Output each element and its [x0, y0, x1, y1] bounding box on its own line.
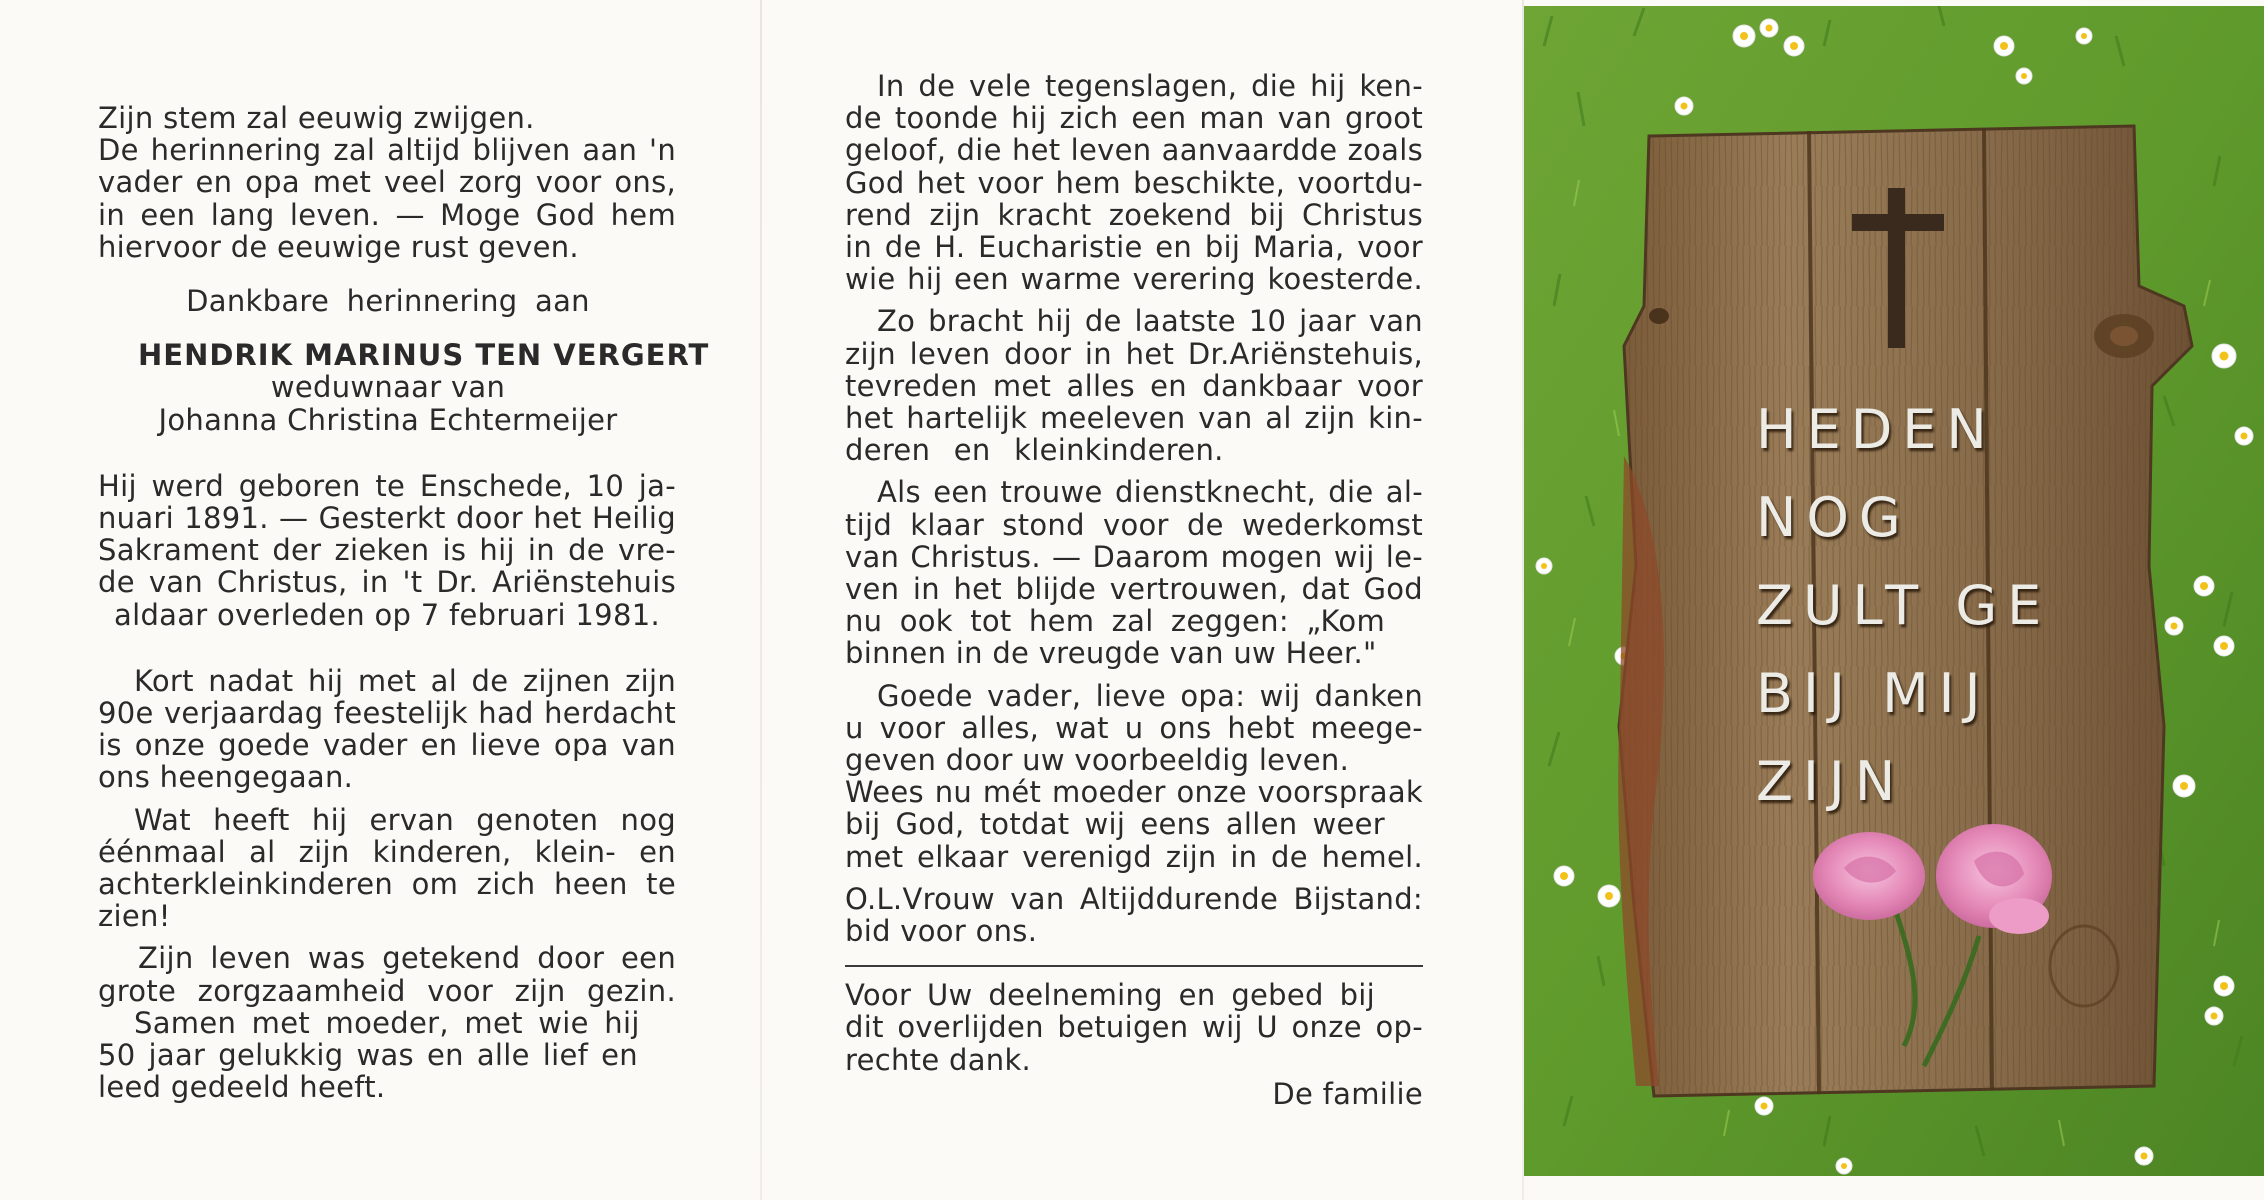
text-line: hiervoor de eeuwige rust geven. — [98, 229, 579, 264]
text-line: éénmaal al zijn kinderen, klein- en — [98, 834, 676, 869]
text-line: bij God, totdat wij eens allen weer — [845, 807, 1385, 842]
inscription-line: BIJ MIJ — [1756, 662, 1991, 725]
text-line: Als een trouwe dienstknecht, die al- — [877, 475, 1423, 510]
text-line: aldaar overleden op 7 februari 1981. — [114, 597, 660, 632]
text-line: tevreden met alles en dankbaar voor — [845, 368, 1423, 403]
inscription-line: ZULT GE — [1756, 574, 2052, 637]
text-line: rechte dank. — [845, 1042, 1032, 1077]
paragraph-family — [98, 804, 676, 933]
text-line: met elkaar verenigd zijn in de hemel. — [845, 839, 1423, 874]
text-line: dit overlijden betuigen wij U onze op- — [845, 1010, 1423, 1045]
intro-paragraph — [98, 102, 676, 263]
text-line: leed gedeeld heeft. — [98, 1070, 386, 1105]
text-line: is onze goede vader en lieve opa van — [98, 728, 676, 763]
text-line: van Christus. — Daarom mogen wij le- — [845, 539, 1423, 574]
text-line: Zijn stem zal eeuwig zwijgen. — [98, 101, 535, 135]
inscription-line: HEDEN — [1756, 398, 1997, 461]
text-line: rend zijn kracht zoekend bij Christus — [845, 197, 1423, 232]
text-line: Zijn leven was getekend door een — [138, 941, 676, 976]
text-line: Samen met moeder, met wie hij — [134, 1005, 640, 1040]
signature-text: De familie — [1272, 1076, 1423, 1111]
signature — [845, 1078, 1423, 1110]
dedication-line: Dankbare herinnering aan — [186, 284, 590, 319]
text-line: zijn leven door in het Dr.Ariënstehuis, — [845, 336, 1423, 371]
text-line: Goede vader, lieve opa: wij danken — [877, 678, 1423, 713]
text-line: 50 jaar gelukkig was en alle lief en — [98, 1038, 638, 1073]
fold-line — [760, 0, 762, 1200]
paragraph-life — [98, 942, 676, 1103]
text-line: Hij werd geboren te Enschede, 10 ja- — [98, 468, 676, 503]
paragraph-faith — [845, 70, 1423, 295]
text-line: nu ook tot hem zal zeggen: „Kom — [845, 604, 1385, 639]
text-line: weduwnaar van — [270, 370, 506, 405]
text-line: u voor alles, wat u ons hebt meege- — [845, 710, 1423, 745]
text-line: ons heengegaan. — [98, 760, 354, 795]
text-line: grote zorgzaamheid voor zijn gezin. — [98, 973, 676, 1008]
text-line: Voor Uw deelneming en gebed bij — [845, 978, 1375, 1013]
paragraph-birthday — [98, 665, 676, 794]
text-line: zien! — [98, 899, 171, 934]
divider-rule — [845, 965, 1423, 967]
text-line: achterkleinkinderen om zich heen te — [98, 867, 676, 902]
text-line: Sakrament der zieken is hij in de vre- — [98, 533, 676, 568]
prayer — [845, 883, 1423, 947]
text-line: vader en opa met veel zorg voor ons, — [98, 165, 676, 200]
text-line: In de vele tegenslagen, die hij ken- — [877, 69, 1423, 103]
text-line: binnen in de vreugde van uw Heer." — [845, 636, 1377, 671]
memorial-photo — [1524, 6, 2264, 1176]
text-line: wie hij een warme verering koesterde. — [845, 262, 1423, 297]
text-line: nuari 1891. — Gesterkt door het Heilig — [98, 501, 676, 536]
text-line: Kort nadat hij met al de zijnen zijn — [134, 663, 676, 698]
text-line: bid voor ons. — [845, 914, 1038, 949]
text-line: deren en kleinkinderen. — [845, 433, 1224, 468]
text-line: in een lang leven. — Moge God hem — [98, 197, 676, 232]
text-line: de toonde hij zich een man van groot — [845, 101, 1423, 136]
spouse-name: Johanna Christina Echtermeijer — [158, 402, 618, 437]
text-line: 90e verjaardag feestelijk had herdacht — [98, 696, 676, 731]
inscription-line: NOG — [1756, 486, 1911, 549]
text-line: geloof, die het leven aanvaardde zoals — [845, 133, 1423, 168]
paragraph-thanks-father — [845, 680, 1423, 873]
text-line: geven door uw voorbeeldig leven. — [845, 743, 1350, 778]
middle-text-column — [845, 70, 1423, 1110]
deceased-heading — [98, 284, 710, 437]
acknowledgement — [845, 979, 1423, 1076]
deceased-name: HENDRIK MARINUS TEN VERGERT — [138, 338, 710, 373]
text-line: Wees nu mét moeder onze voorspraak — [845, 775, 1423, 810]
text-line: O.L.Vrouw van Altijddurende Bijstand: — [845, 881, 1423, 916]
text-line: tijd klaar stond voor de wederkomst — [845, 507, 1423, 542]
text-line: God het voor hem beschikte, voortdu- — [845, 165, 1423, 200]
text-line: Wat heeft hij ervan genoten nog — [134, 802, 676, 837]
text-line: De herinnering zal altijd blijven aan 'n — [98, 133, 676, 168]
text-line: Zo bracht hij de laatste 10 jaar van — [877, 304, 1423, 339]
board-inscription — [1756, 386, 2051, 826]
inscription-line: ZIJN — [1756, 750, 1906, 813]
text-line: de van Christus, in 't Dr. Ariënstehuis — [98, 565, 676, 600]
text-line: in de H. Eucharistie en bij Maria, voor — [845, 230, 1423, 265]
text-line: ven in het blijde vertrouwen, dat God — [845, 572, 1423, 607]
left-text-column — [98, 101, 710, 1105]
birth-death-paragraph — [98, 470, 676, 631]
paragraph-care-home — [845, 305, 1423, 466]
paragraph-servant — [845, 476, 1423, 669]
text-line: het hartelijk meeleven van al zijn kin- — [845, 401, 1423, 436]
